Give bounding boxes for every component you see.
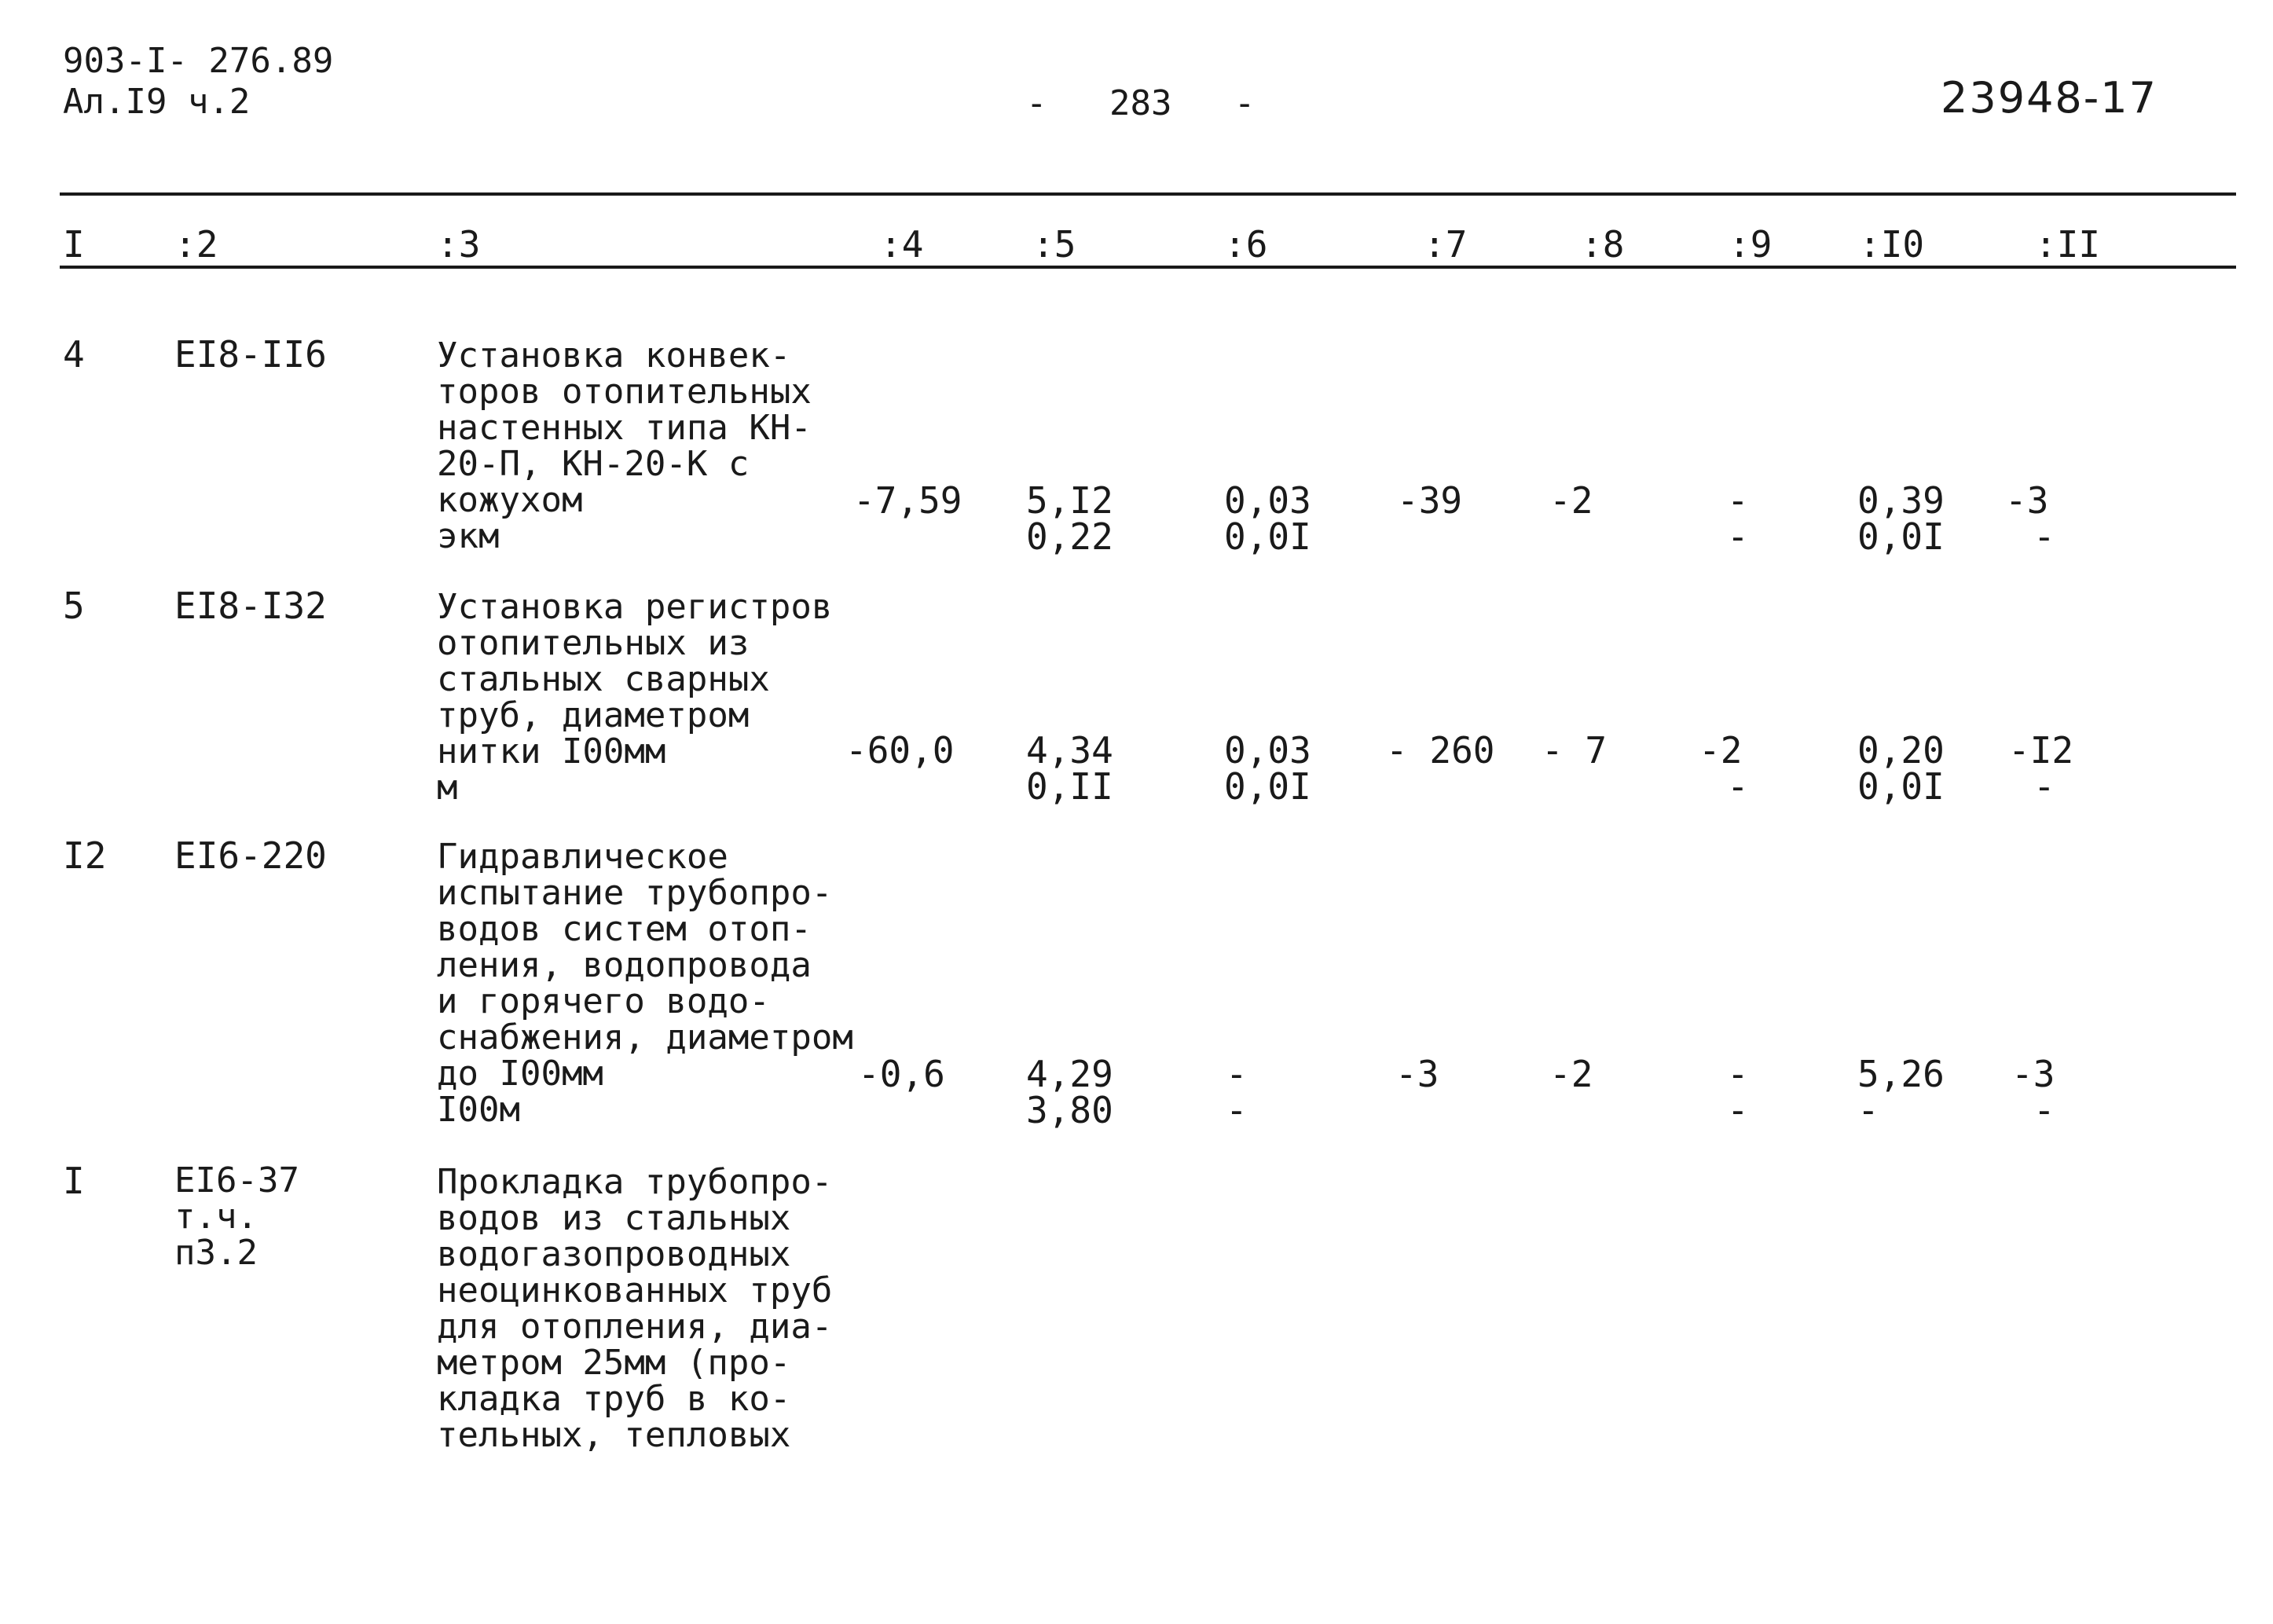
value-col9-sub: - (1727, 1089, 1749, 1131)
value-col5: 4,29 (1026, 1053, 1113, 1095)
value-col5: 4,34 (1026, 729, 1113, 772)
value-col9-sub: - (1727, 515, 1749, 558)
value-col11: -3 (2005, 479, 2049, 522)
value-col8: -2 (1549, 1053, 1593, 1095)
value-col6: 0,03 (1224, 729, 1311, 772)
value-col4: -60,0 (845, 729, 955, 772)
value-col6-sub: 0,0I (1224, 765, 1311, 808)
value-col10-sub: 0,0I (1857, 515, 1945, 558)
value-col5-sub: 3,80 (1026, 1089, 1113, 1131)
document-code: 903-I- 276.89 (63, 41, 334, 81)
document-album: Ал.I9 ч.2 (63, 82, 251, 122)
rate-code: EI8-II6 (174, 333, 327, 376)
value-col11-sub: - (2033, 765, 2055, 808)
value-col7: -39 (1397, 479, 1463, 522)
value-col10-sub: - (1857, 1089, 1879, 1131)
value-col9: - (1727, 479, 1749, 522)
value-col4: -0,6 (858, 1053, 945, 1095)
column-header-7: :7 (1424, 223, 1468, 266)
value-col11-sub: - (2033, 515, 2055, 558)
page-number: - 283 - (1026, 83, 1256, 123)
row-number: 5 (63, 585, 85, 627)
column-header-1: I (63, 223, 85, 266)
rate-code: EI6-37 т.ч. п3.2 (174, 1160, 299, 1273)
work-description: Установка регистров отопительных из стальных сварных труб, диаметром нитки I00мм м (437, 587, 833, 808)
column-header-4: :4 (880, 223, 924, 266)
column-header-8: :8 (1581, 223, 1625, 266)
value-col4: -7,59 (853, 479, 962, 522)
value-col6-sub: - (1226, 1089, 1248, 1131)
value-col5: 5,I2 (1026, 479, 1113, 522)
value-col11: -3 (2011, 1053, 2055, 1095)
rate-code: EI6-220 (174, 834, 327, 877)
header-rule-bottom (60, 266, 2236, 269)
header-rule-top (60, 192, 2236, 196)
column-header-11: :II (2035, 223, 2101, 266)
column-header-9: :9 (1729, 223, 1773, 266)
value-col10: 0,39 (1857, 479, 1945, 522)
value-col9-sub: - (1727, 765, 1749, 808)
value-col10: 5,26 (1857, 1053, 1945, 1095)
work-description: Прокладка трубопро- водов из стальных водогазопроводных неоцинкованных труб для отопления, диа- метром 25мм (про- кладка труб в ко- тельных, тепловых (437, 1162, 833, 1455)
column-header-3: :3 (437, 223, 481, 266)
value-col9: -2 (1699, 729, 1743, 772)
value-col6: 0,03 (1224, 479, 1311, 522)
value-col6-sub: 0,0I (1224, 515, 1311, 558)
work-description: Гидравлическое испытание трубопро- водов систем отоп- ления, водопровода и горячего водо- снабжения, диаметром до I00мм I00м (437, 837, 853, 1130)
value-col11: -I2 (2008, 729, 2074, 772)
rate-code: EI8-I32 (174, 585, 327, 627)
value-col7: -3 (1395, 1053, 1439, 1095)
value-col9: - (1727, 1053, 1749, 1095)
row-number: I2 (63, 834, 107, 877)
column-header-5: :5 (1032, 223, 1076, 266)
row-number: I (63, 1160, 85, 1202)
value-col10-sub: 0,0I (1857, 765, 1945, 808)
value-col6: - (1226, 1053, 1248, 1095)
column-header-2: :2 (174, 223, 218, 266)
work-description: Установка конвек- торов отопительных настенных типа КН- 20-П, КН-20-К с кожухом экм (437, 335, 812, 556)
column-header-6: :6 (1224, 223, 1268, 266)
value-col8: - 7 (1542, 729, 1608, 772)
column-header-10: :I0 (1859, 223, 1925, 266)
value-col5-sub: 0,22 (1026, 515, 1113, 558)
inventory-number: 23948-17 (1941, 73, 2158, 123)
value-col7: - 260 (1386, 729, 1495, 772)
value-col8: -2 (1549, 479, 1593, 522)
value-col11-sub: - (2033, 1089, 2055, 1131)
value-col10: 0,20 (1857, 729, 1945, 772)
value-col5-sub: 0,II (1026, 765, 1113, 808)
row-number: 4 (63, 333, 85, 376)
